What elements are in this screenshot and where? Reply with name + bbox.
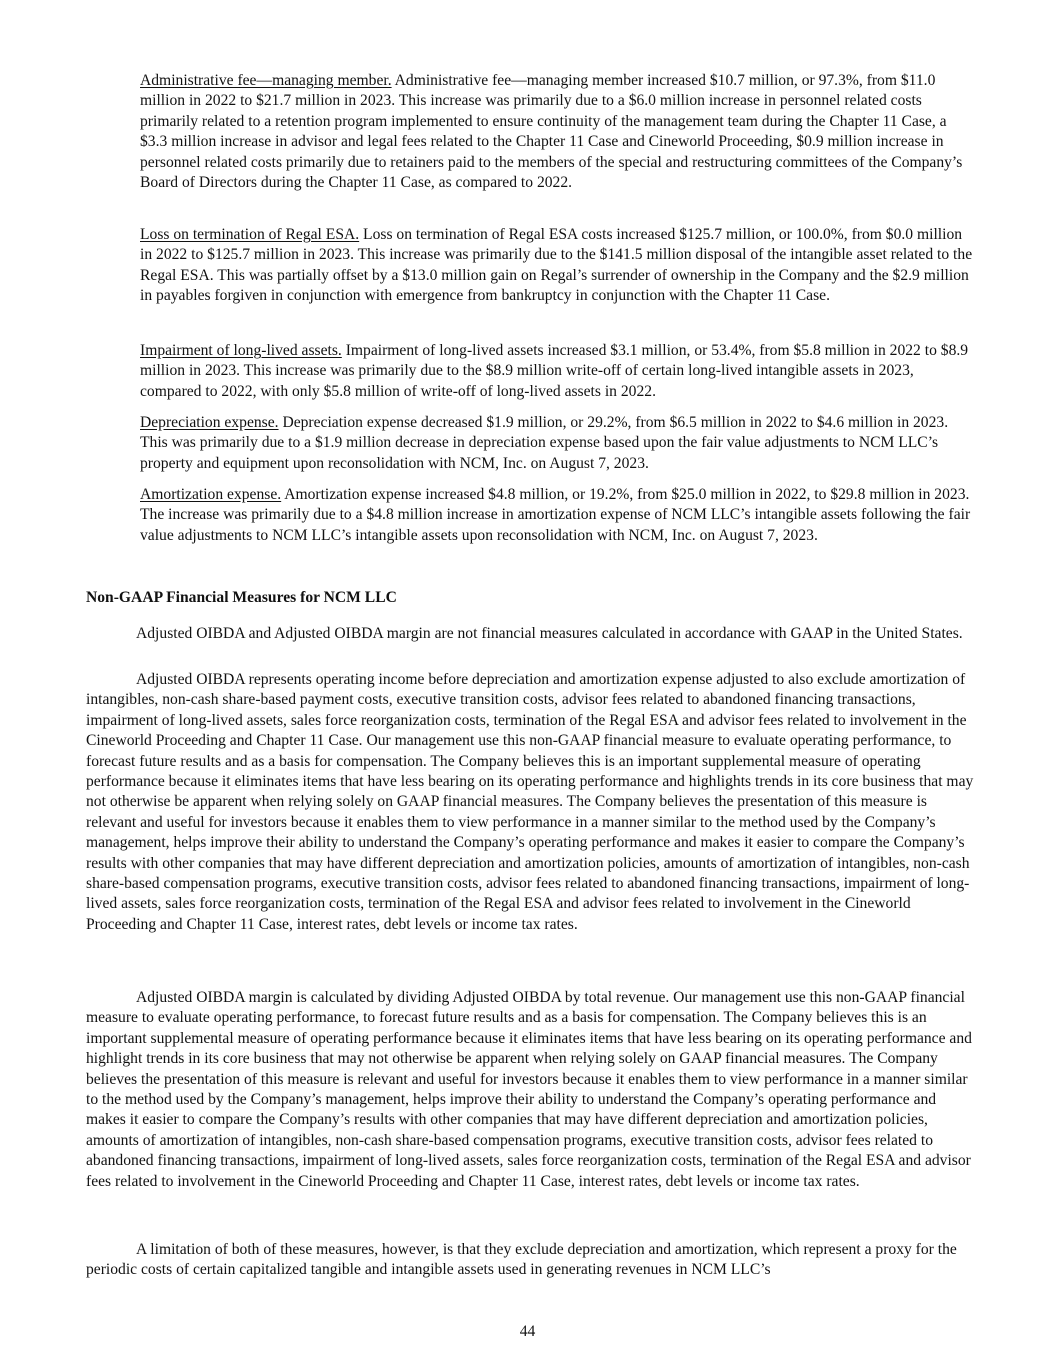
admin-fee-paragraph bbox=[140, 71, 976, 193]
depreciation-paragraph bbox=[140, 413, 976, 474]
page-number: 44 bbox=[519, 1323, 536, 1340]
body-paragraph-3: Adjusted OIBDA margin is calculated by dividing Adjusted OIBDA by total revenue. Our management use this non-GAAP financial measure to evaluate operating performance, to forecast future results and as a basis for compensation. The Company believes this is an important supplemental measure of operating performance because it eliminates items that have less bearing on its operating performance and highlight trends in its core business that may not otherwise be apparent when relying solely on GAAP financial measures. The Company believes the presentation of this measure is relevant and useful for investors because it enables them to view performance in a manner similar to the method used by the Company’s management, helps improve their ability to understand the Company’s operating performance and makes it easier to compare the Company’s results with other companies that may have different depreciation and amortization policies, amounts of amortization of intangibles, non-cash share-based compensation programs, executive transition costs, advisor fees related to abandoned financing transactions, impairment of long-lived assets, sales force reorganization costs, termination of the Regal ESA and advisor fees related to involvement in the Cineworld Proceeding and Chapter 11 Case, interest rates, debt levels or income tax rates. bbox=[86, 989, 972, 1190]
admin-fee-text: Administrative fee—managing member increased $10.7 million, or 97.3%, from $11.0 million in 2022 to $21.7 million in 2023. This increase was primarily due to a $6.0 million increase in personnel related costs primarily related to a retention program implemented to ensure continuity of the management team during the Chapter 11 Case, a $3.3 million increase in advisor and legal fees related to the Chapter 11 Case and Cineworld Proceeding, $0.9 million increase in personnel related costs primarily due to retainers paid to the members of the special and restructuring committees of the Company’s Board of Directors during the Chapter 11 Case, as compared to 2022. bbox=[140, 72, 963, 192]
admin-fee-title: Administrative fee—managing member. bbox=[140, 72, 392, 89]
depreciation-title: Depreciation expense. bbox=[140, 414, 279, 431]
amortization-title: Amortization expense. bbox=[140, 486, 282, 503]
regal-esa-text: Loss on termination of Regal ESA costs increased $125.7 million, or 100.0%, from $0.0 million in 2022 to $125.7 million in 2023. This increase was primarily due to the $141.5 million disposal of the intangible asset related to the Regal ESA. This was partially offset by a $13.0 million gain on Regal’s surrender of ownership in the Company and the $2.9 million in payables forgiven in conjunction with emergence from bankruptcy in conjunction with the Chapter 11 Case. bbox=[140, 226, 973, 305]
body-paragraph-1: Adjusted OIBDA and Adjusted OIBDA margin are not financial measures calculated in accordance with GAAP in the United States. bbox=[136, 625, 963, 642]
impairment-title: Impairment of long-lived assets. bbox=[140, 342, 342, 359]
regal-esa-title: Loss on termination of Regal ESA. bbox=[140, 226, 360, 243]
body-paragraph-4: A limitation of both of these measures, however, is that they exclude depreciation and amortization, which represent a proxy for the periodic costs of certain capitalized tangible and intangible assets used in generating revenues in NCM LLC’s bbox=[86, 1241, 957, 1279]
amortization-paragraph bbox=[140, 485, 976, 546]
depreciation-text: Depreciation expense decreased $1.9 million, or 29.2%, from $6.5 million in 2022 to $4.6 million in 2023. This was primarily due to a $1.9 million decrease in depreciation expense based upon the fair value adjustments to NCM LLC’s property and equipment upon reconsolidation with NCM, Inc. on August 7, 2023. bbox=[140, 414, 949, 472]
body-paragraph-2: Adjusted OIBDA represents operating income before depreciation and amortization expense adjusted to also exclude amortization of intangibles, non-cash share-based payment costs, executive transition costs, advisor fees related to abandoned financing transactions, impairment of long-lived assets, sales force reorganization costs, termination of the Regal ESA and advisor fees related to involvement in the Cineworld Proceeding and Chapter 11 Case. Our management use this non-GAAP financial measure to evaluate operating performance, to forecast future results and as a basis for compensation. The Company believes this is an important supplemental measure of operating performance because it eliminates items that have less bearing on its operating performance and highlights trends in its core business that may not otherwise be apparent when relying solely on GAAP financial measures. The Company believes the presentation of this measure is relevant and useful for investors because it enables them to view performance in a manner similar to the method used by the Company’s management, helps improve their ability to understand the Company’s operating performance and makes it easier to compare the Company’s results with other companies that may have different depreciation and amortization policies, amounts of amortization of intangibles, non-cash share-based compensation programs, executive transition costs, advisor fees related to abandoned financing transactions, impairment of long-lived assets, sales force reorganization costs, termination of the Regal ESA and advisor fees related to involvement in the Cineworld Proceeding and Chapter 11 Case, interest rates, debt levels or income tax rates. bbox=[86, 671, 974, 933]
impairment-paragraph bbox=[140, 341, 976, 402]
section-heading: Non-GAAP Financial Measures for NCM LLC bbox=[86, 589, 397, 606]
impairment-text: Impairment of long-lived assets increased $3.1 million, or 53.4%, from $5.8 million in 2022 to $8.9 million in 2023. This increase was primarily due to the $8.9 million write-off of certain long-lived intangible assets in 2023, compared to 2022, with only $5.8 million of write-off of long-lived assets in 2022. bbox=[140, 342, 969, 400]
regal-esa-paragraph bbox=[140, 225, 976, 307]
amortization-text: Amortization expense increased $4.8 million, or 19.2%, from $25.0 million in 2022, to $29.8 million in 2023. The increase was primarily due to a $4.8 million increase in amortization expense of NCM LLC’s intangible assets following the fair value adjustments to NCM LLC’s intangible assets upon reconsolidation with NCM, Inc. on August 7, 2023. bbox=[140, 486, 971, 544]
